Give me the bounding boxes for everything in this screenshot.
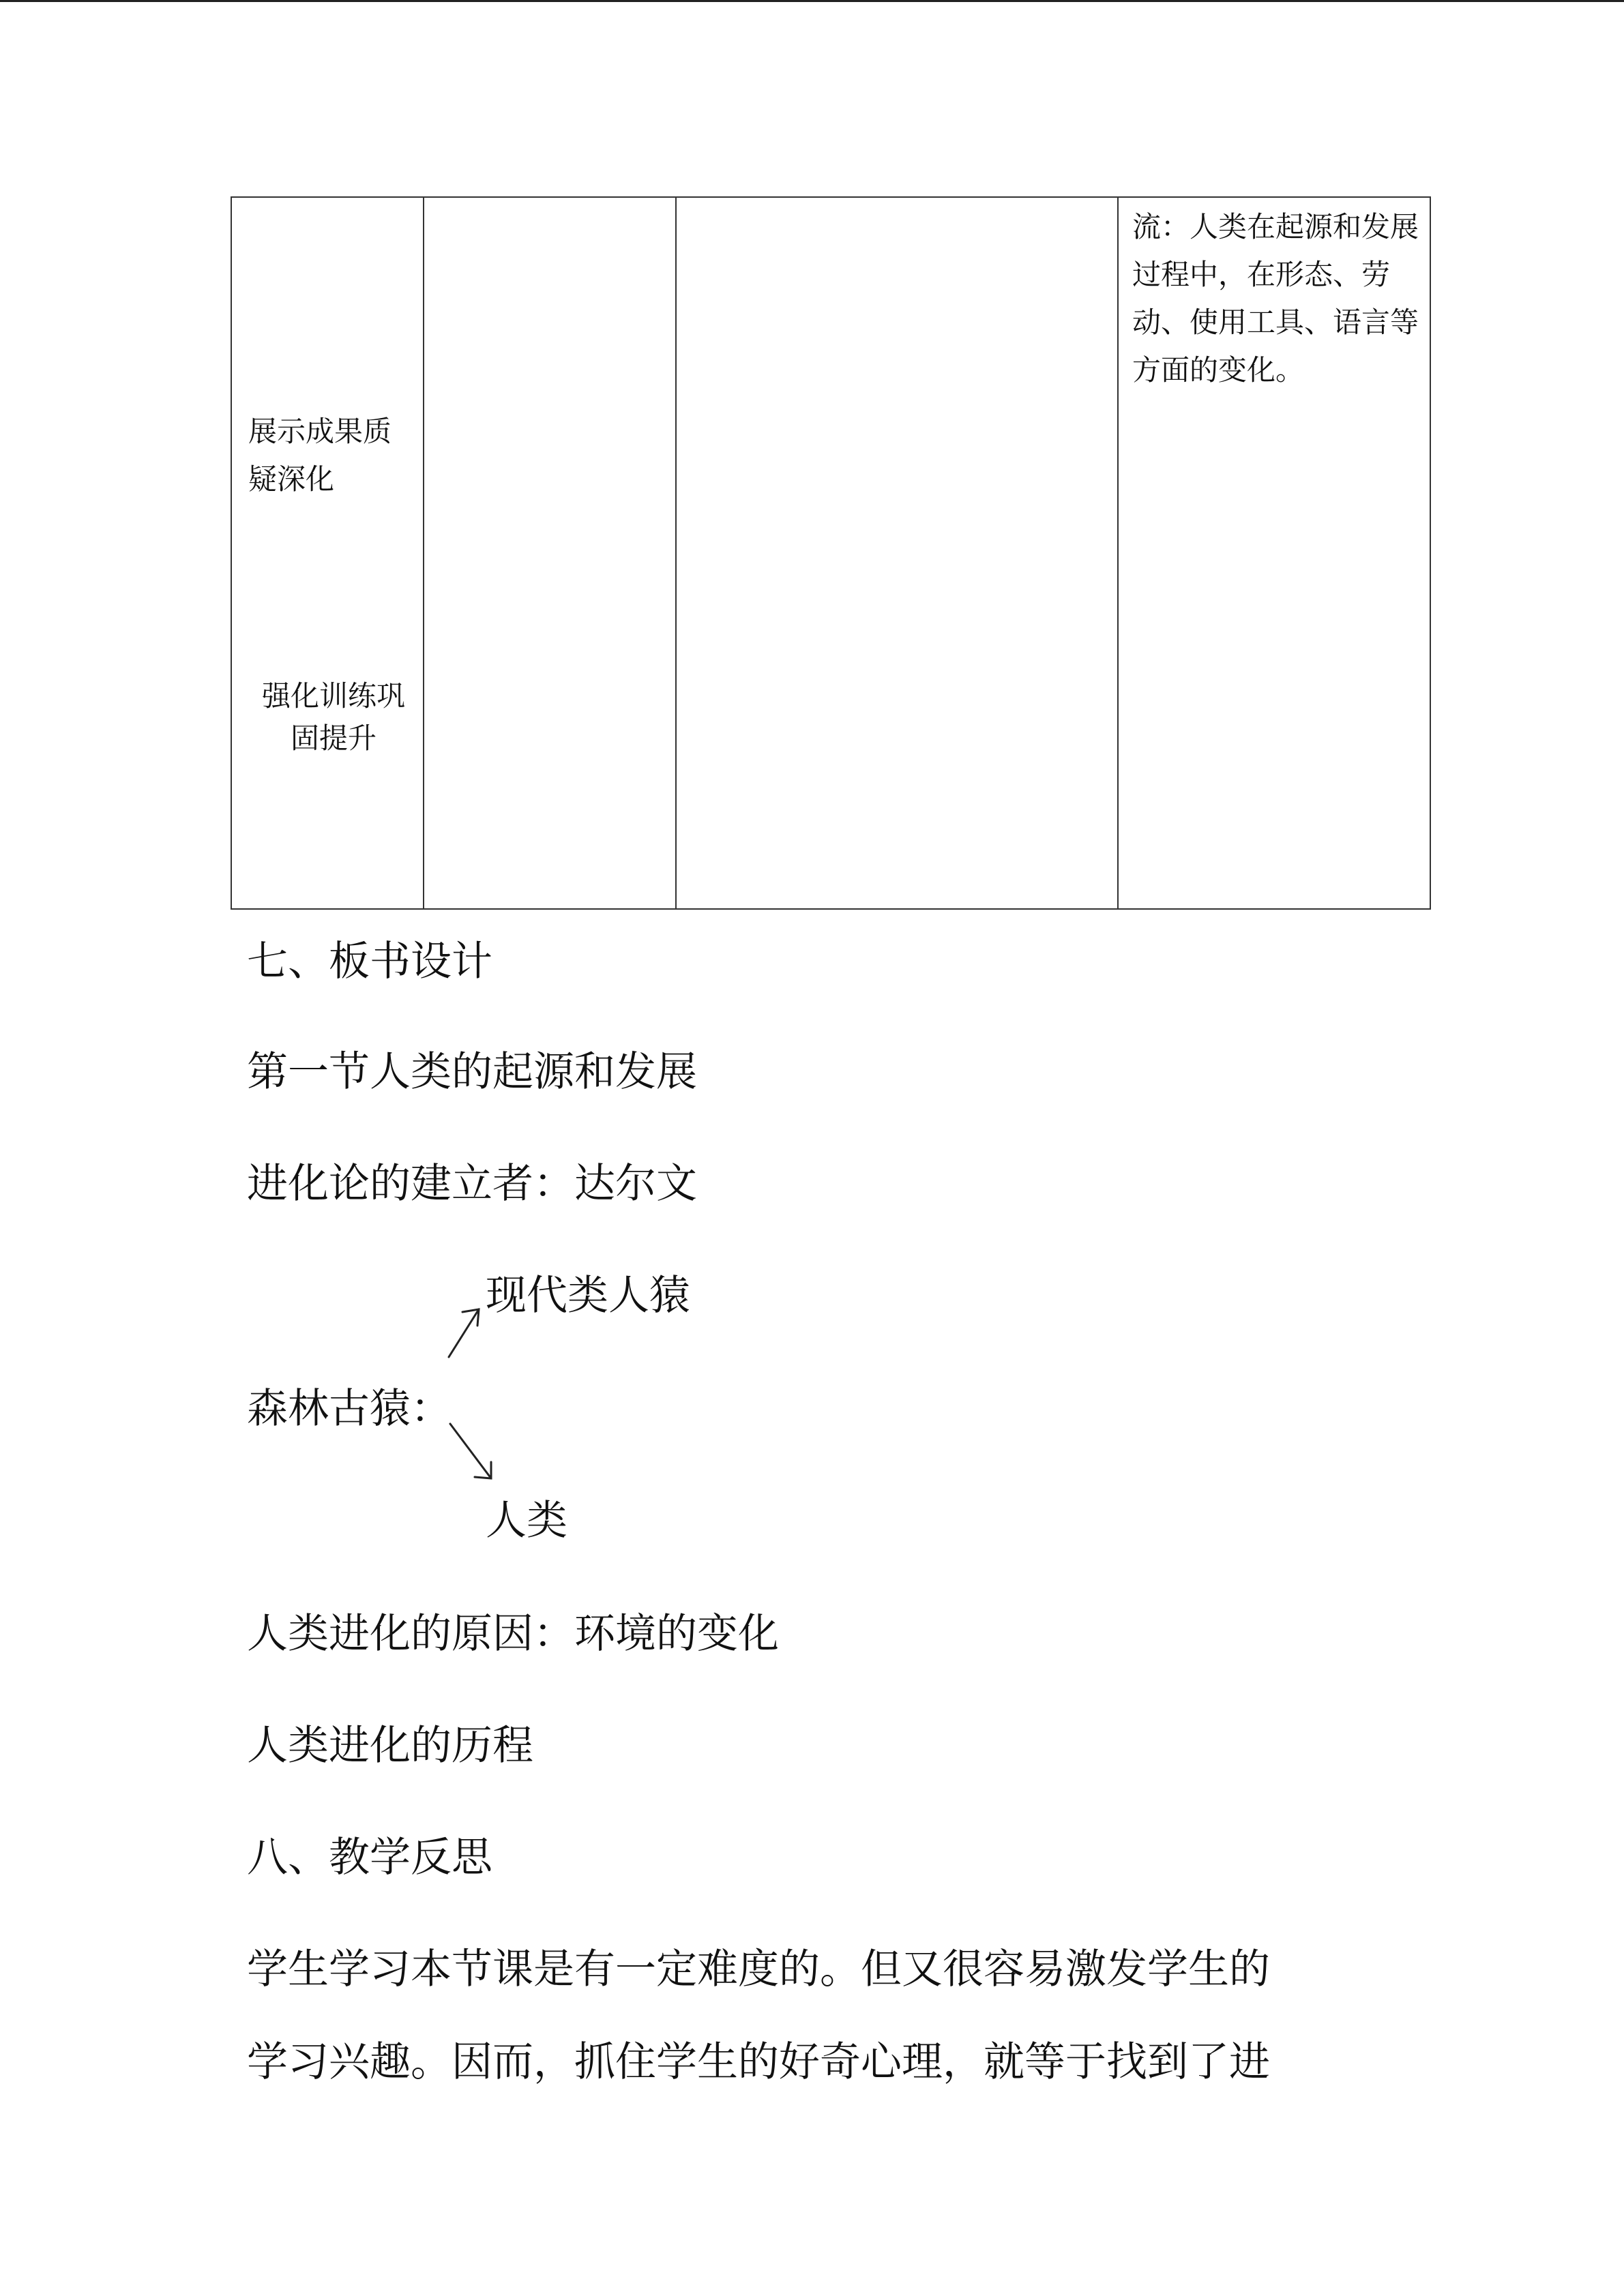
table-divider [675,198,677,908]
table-cell-notes: 流：人类在起源和发展过程中，在形态、劳动、使用工具、语言等方面的变化。 [1132,210,1419,387]
arrow-up [449,1309,479,1357]
reflection-line-1: 学生学习本节课是有一定难度的。但又很容易激发学生的 [247,1945,1270,1993]
board-ancestor: 森林古猿： [247,1385,452,1433]
board-process: 人类进化的历程 [247,1722,533,1770]
table-cell-step-practice: 强化训练巩固提升 [261,679,405,755]
table-divider [1117,198,1119,908]
branch-top: 现代类人猿 [486,1272,690,1320]
lesson-table [231,196,1431,910]
arrow-down [450,1424,491,1478]
reflection-line-2: 学习兴趣。因而，抓住学生的好奇心理，就等于找到了进 [247,2038,1270,2086]
board-founder: 进化论的建立者：达尔文 [247,1160,697,1208]
page-top-border [0,0,1624,2]
branch-arrows [437,1282,518,1500]
board-cause: 人类进化的原因：环境的变化 [247,1610,779,1658]
branch-bottom: 人类 [486,1497,567,1545]
table-cell-step-show: 展示成果质疑深化 [248,415,392,496]
section8-heading: 八、教学反思 [247,1834,492,1881]
board-title: 第一节人类的起源和发展 [247,1048,697,1096]
section7-heading: 七、板书设计 [247,938,492,985]
table-divider [423,198,424,908]
